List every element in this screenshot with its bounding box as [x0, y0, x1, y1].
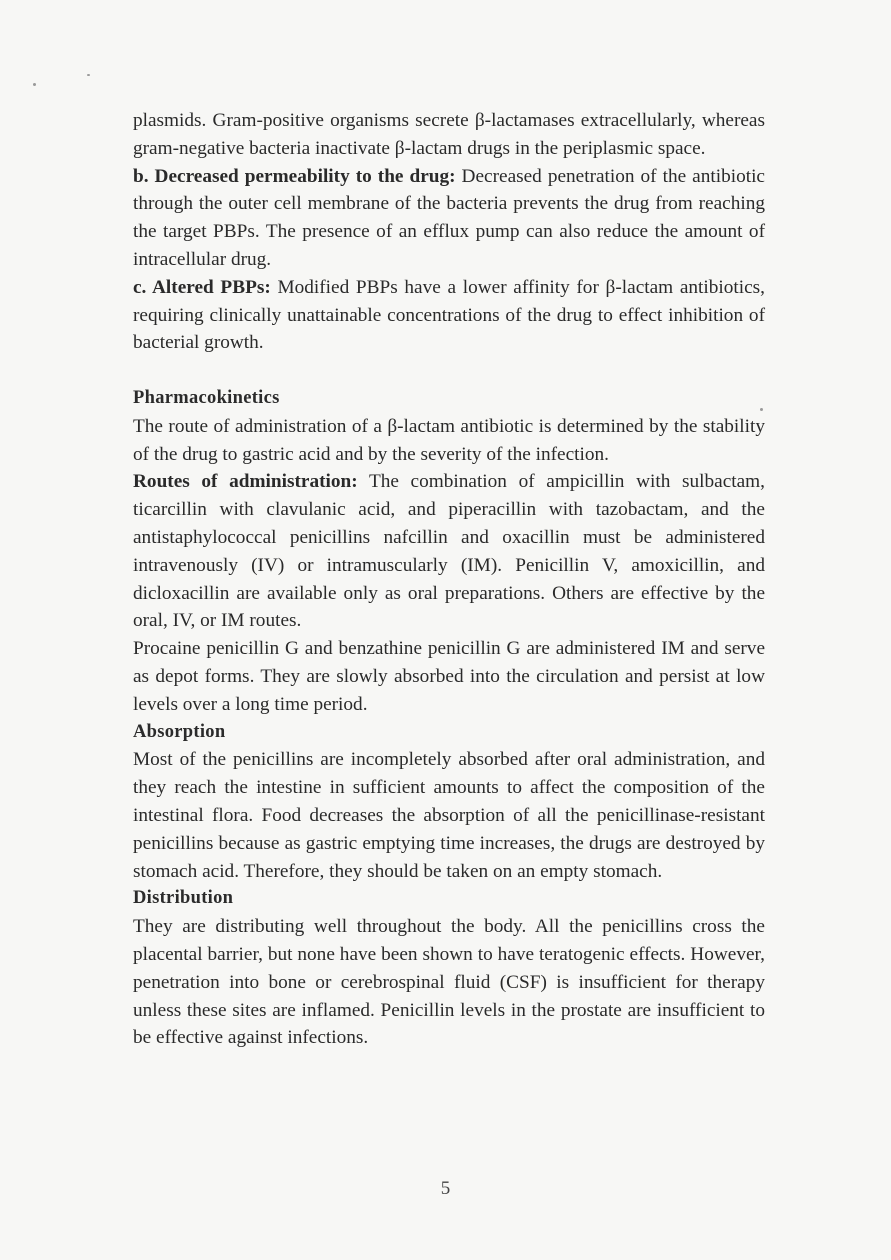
paragraph-routes-of-administration: [133, 468, 765, 635]
scan-speck: [87, 74, 90, 76]
paragraph-lead: Routes of administration:: [133, 471, 358, 493]
paragraph-lead: c. Altered PBPs:: [133, 276, 271, 298]
heading-absorption: Absorption: [133, 721, 226, 742]
scan-speck: [33, 83, 36, 86]
paragraph-body: The combination of ampicillin with sulbactam, ticarcillin with clavulanic acid, and piperacillin with tazobactam, and the antistaphylococcal penicillins nafcillin and oxacillin must be administered intravenously (IV) or intramuscularly (IM). Penicillin V, amoxicillin, and dicloxacillin are available only as oral preparations. Others are effective by the oral, IV, or IM routes.: [133, 471, 765, 632]
paragraph-decreased-permeability: [133, 163, 765, 274]
page-number: 5: [440, 1178, 451, 1199]
body-text: [133, 107, 765, 1052]
paragraph-body: Modified PBPs have a lower affinity for β-lactam antibiotics, requiring clinically unattainable concentrations of the drug to effect inhibition of bacterial growth.: [133, 276, 765, 354]
paragraph-intro: plasmids. Gram-positive organisms secrete β-lactamases extracellularly, whereas gram-negative bacteria inactivate β-lactam drugs in the periplasmic space.: [133, 110, 765, 159]
paragraph-route: The route of administration of a β-lactam antibiotic is determined by the stability of the drug to gastric acid and by the severity of the infection.: [133, 415, 765, 465]
section-spacer: [133, 357, 765, 385]
heading-pharmacokinetics: Pharmacokinetics: [133, 387, 280, 408]
paragraph-procaine: Procaine penicillin G and benzathine penicillin G are administered IM and serve as depot forms. They are slowly absorbed into the circulation and persist at low levels over a long time period.: [133, 638, 765, 715]
paragraph-body: Decreased penetration of the antibiotic through the outer cell membrane of the bacteria prevents the drug from reaching the target PBPs. The presence of an efflux pump can also reduce the amount of intracellular drug.: [133, 165, 765, 270]
paragraph-absorption: Most of the penicillins are incompletely absorbed after oral administration, and they reach the intestine in sufficient amounts to affect the composition of the intestinal flora. Food decreases the absorption of all the penicillinase-resistant penicillins because as gastric emptying time increases, the drugs are destroyed by stomach acid. Therefore, they should be taken on an empty stomach.: [133, 749, 765, 882]
paragraph-altered-pbps: [133, 274, 765, 357]
paragraph-lead: b. Decreased permeability to the drug:: [133, 165, 456, 187]
heading-distribution: Distribution: [133, 888, 234, 909]
paragraph-distribution: They are distributing well throughout the body. All the penicillins cross the placental barrier, but none have been shown to have teratogenic effects. However, penetration into bone or cerebrospinal fluid (CSF) is insufficient for therapy unless these sites are inflamed. Penicillin levels in the prostate are insufficient to be effective against infections.: [133, 916, 765, 1049]
